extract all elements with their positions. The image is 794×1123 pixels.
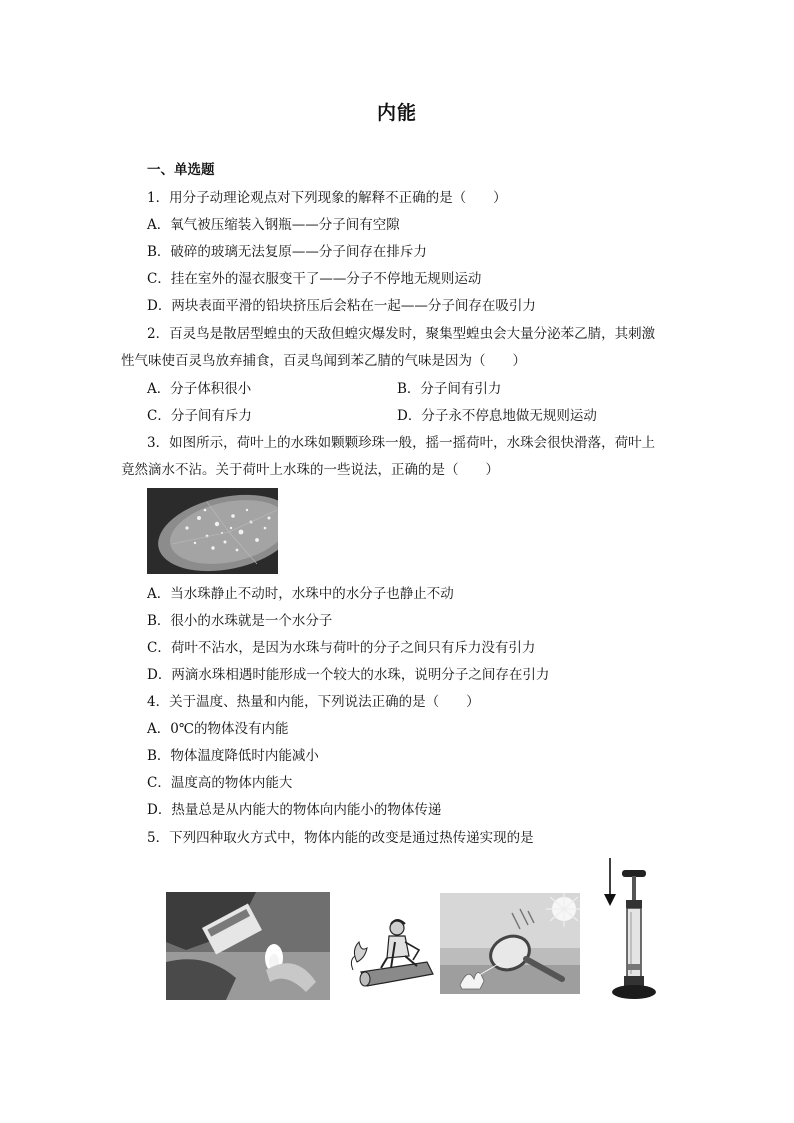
question-3-option-c: C．荷叶不沾水，是因为水珠与荷叶的分子之间只有斥力没有引力 bbox=[147, 640, 536, 656]
question-2-option-b: B．分子间有引力 bbox=[397, 381, 502, 397]
air-compression-pump-icon bbox=[600, 856, 664, 1006]
question-2-option-c: C．分子间有斥力 bbox=[147, 408, 252, 424]
question-2-stem-line1: 2．百灵鸟是散居型蝗虫的天敌但蝗灾爆发时，聚集型蝗虫会大量分泌苯乙腈，其刺激 bbox=[147, 326, 656, 342]
question-1-option-c: C．挂在室外的湿衣服变干了——分子不停地无规则运动 bbox=[147, 271, 482, 287]
question-4-option-d: D．热量总是从内能大的物体向内能小的物体传递 bbox=[147, 802, 442, 818]
match-striking-photo bbox=[166, 892, 330, 1000]
question-4-option-a: A．0℃的物体没有内能 bbox=[147, 721, 289, 737]
question-5-stem: 5．下列四种取火方式中，物体内能的改变是通过热传递实现的是 bbox=[147, 830, 534, 846]
question-1-option-b: B．破碎的玻璃无法复原——分子间存在排斥力 bbox=[147, 244, 427, 260]
magnifying-glass-sun-photo bbox=[440, 893, 580, 994]
question-4-option-c: C．温度高的物体内能大 bbox=[147, 775, 293, 791]
question-2-stem-line2: 性气味使百灵鸟放弃捕食，百灵鸟闻到苯乙腈的气味是因为（ ） bbox=[121, 353, 526, 369]
question-3-option-a: A．当水珠静止不动时，水珠中的水分子也静止不动 bbox=[147, 586, 454, 602]
question-2-option-d: D．分子永不停息地做无规则运动 bbox=[397, 408, 597, 424]
question-1-option-d: D．两块表面平滑的铅块挤压后会粘在一起——分子间存在吸引力 bbox=[147, 298, 536, 314]
question-2-option-a: A．分子体积很小 bbox=[147, 381, 252, 397]
question-4-option-b: B．物体温度降低时内能减小 bbox=[147, 748, 319, 764]
question-3-option-d: D．两滴水珠相遇时能形成一个较大的水珠，说明分子之间存在引力 bbox=[147, 667, 550, 683]
question-1-stem: 1．用分子动理论观点对下列现象的解释不正确的是（ ） bbox=[147, 190, 507, 206]
question-3-option-b: B．很小的水珠就是一个水分子 bbox=[147, 613, 333, 629]
question-3-stem-line2: 竟然滴水不沾。关于荷叶上水珠的一些说法，正确的是（ ） bbox=[121, 462, 499, 478]
section-heading: 一、单选题 bbox=[147, 162, 215, 178]
question-1-option-a: A．氧气被压缩装入钢瓶——分子间有空隙 bbox=[147, 217, 400, 233]
lotus-leaf-photo bbox=[147, 488, 278, 574]
page-title: 内能 bbox=[376, 102, 417, 124]
question-3-stem-line1: 3．如图所示，荷叶上的水珠如颗颗珍珠一般，摇一摇荷叶，水珠会很快滑落，荷叶上 bbox=[147, 435, 656, 451]
question-4-stem: 4．关于温度、热量和内能，下列说法正确的是（ ） bbox=[147, 694, 480, 710]
caveman-drilling-fire-icon bbox=[347, 912, 439, 996]
